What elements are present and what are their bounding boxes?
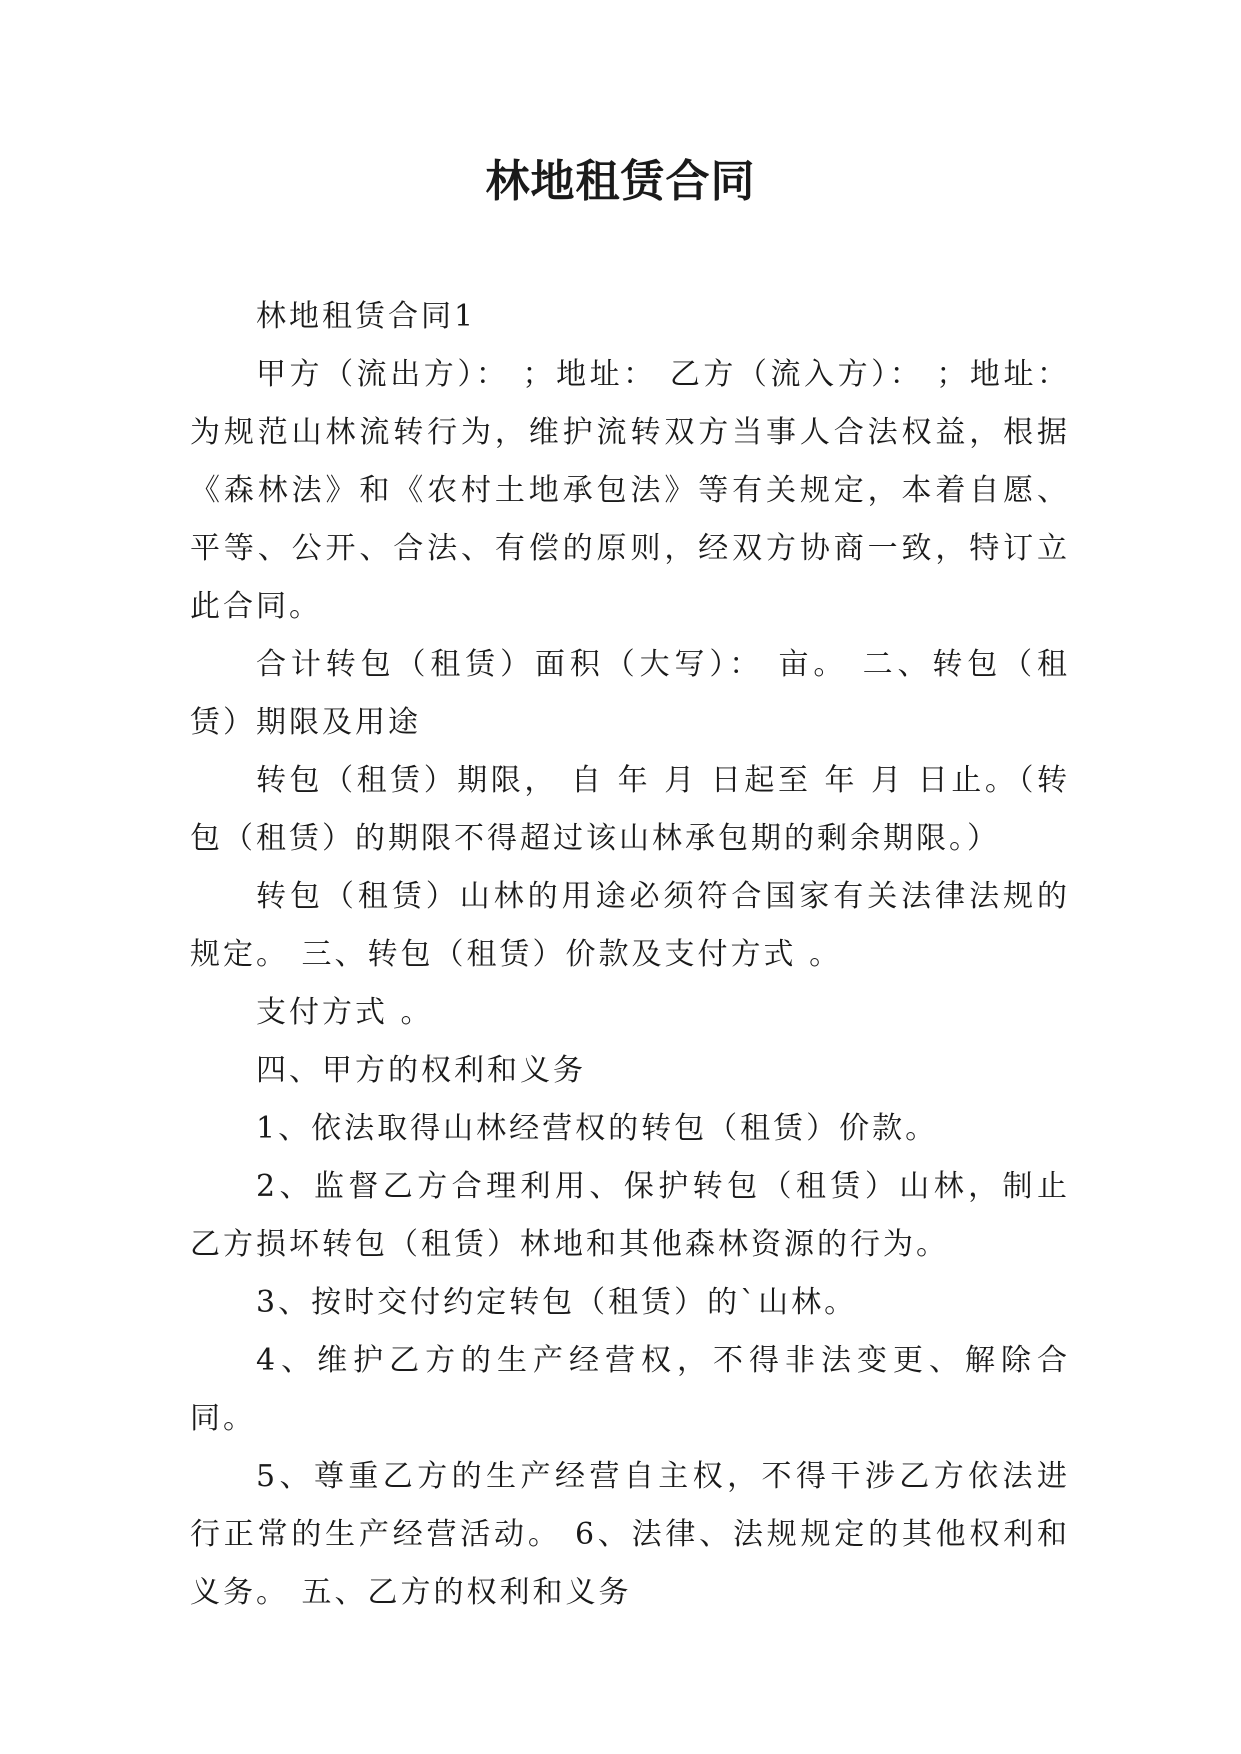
paragraph-area: 合计转包（租赁）面积（大写）： 亩。 二、转包（租赁）期限及用途 (190, 647, 1070, 740)
list-item: 3、按时交付约定转包（租赁）的`山林。 (256, 1285, 858, 1320)
paragraph-usage: 转包（租赁）山林的用途必须符合国家有关法律法规的规定。 三、转包（租赁）价款及支付方式 。 (190, 879, 1070, 972)
paragraph-heading: 林地租赁合同1 (256, 299, 477, 334)
paragraph-parties: 甲方（流出方）： ；地址： 乙方（流入方）： ；地址：为规范山林流转行为，维护流转双方当事人合法权益，根据《森林法》和《农村土地承包法》等有关规定，本着自愿、平等、公开、合法、有偿的原则，经双方协商一致，特订立此合同。 (190, 357, 1070, 624)
section-heading-party-a: 四、甲方的权利和义务 (256, 1053, 586, 1088)
document-title: 林地租赁合同 (485, 156, 756, 207)
paragraph-term: 转包（租赁）期限， 自 年 月 日起至 年 月 日止。（转包（租赁）的期限不得超过该山林承包期的剩余期限。） (190, 763, 1070, 856)
list-item: 2、监督乙方合理利用、保护转包（租赁）山林，制止乙方损坏转包（租赁）林地和其他森林资源的行为。 (190, 1169, 1070, 1262)
list-item: 1、依法取得山林经营权的转包（租赁）价款。 (256, 1111, 939, 1146)
paragraph-payment: 支付方式 。 (256, 995, 434, 1030)
document-body (190, 288, 1070, 1622)
list-item: 4、维护乙方的生产经营权，不得非法变更、解除合同。 (190, 1343, 1070, 1436)
list-item: 5、尊重乙方的生产经营自主权，不得干涉乙方依法进行正常的生产经营活动。 6、法律、法规规定的其他权利和义务。 五、乙方的权利和义务 (190, 1459, 1070, 1610)
